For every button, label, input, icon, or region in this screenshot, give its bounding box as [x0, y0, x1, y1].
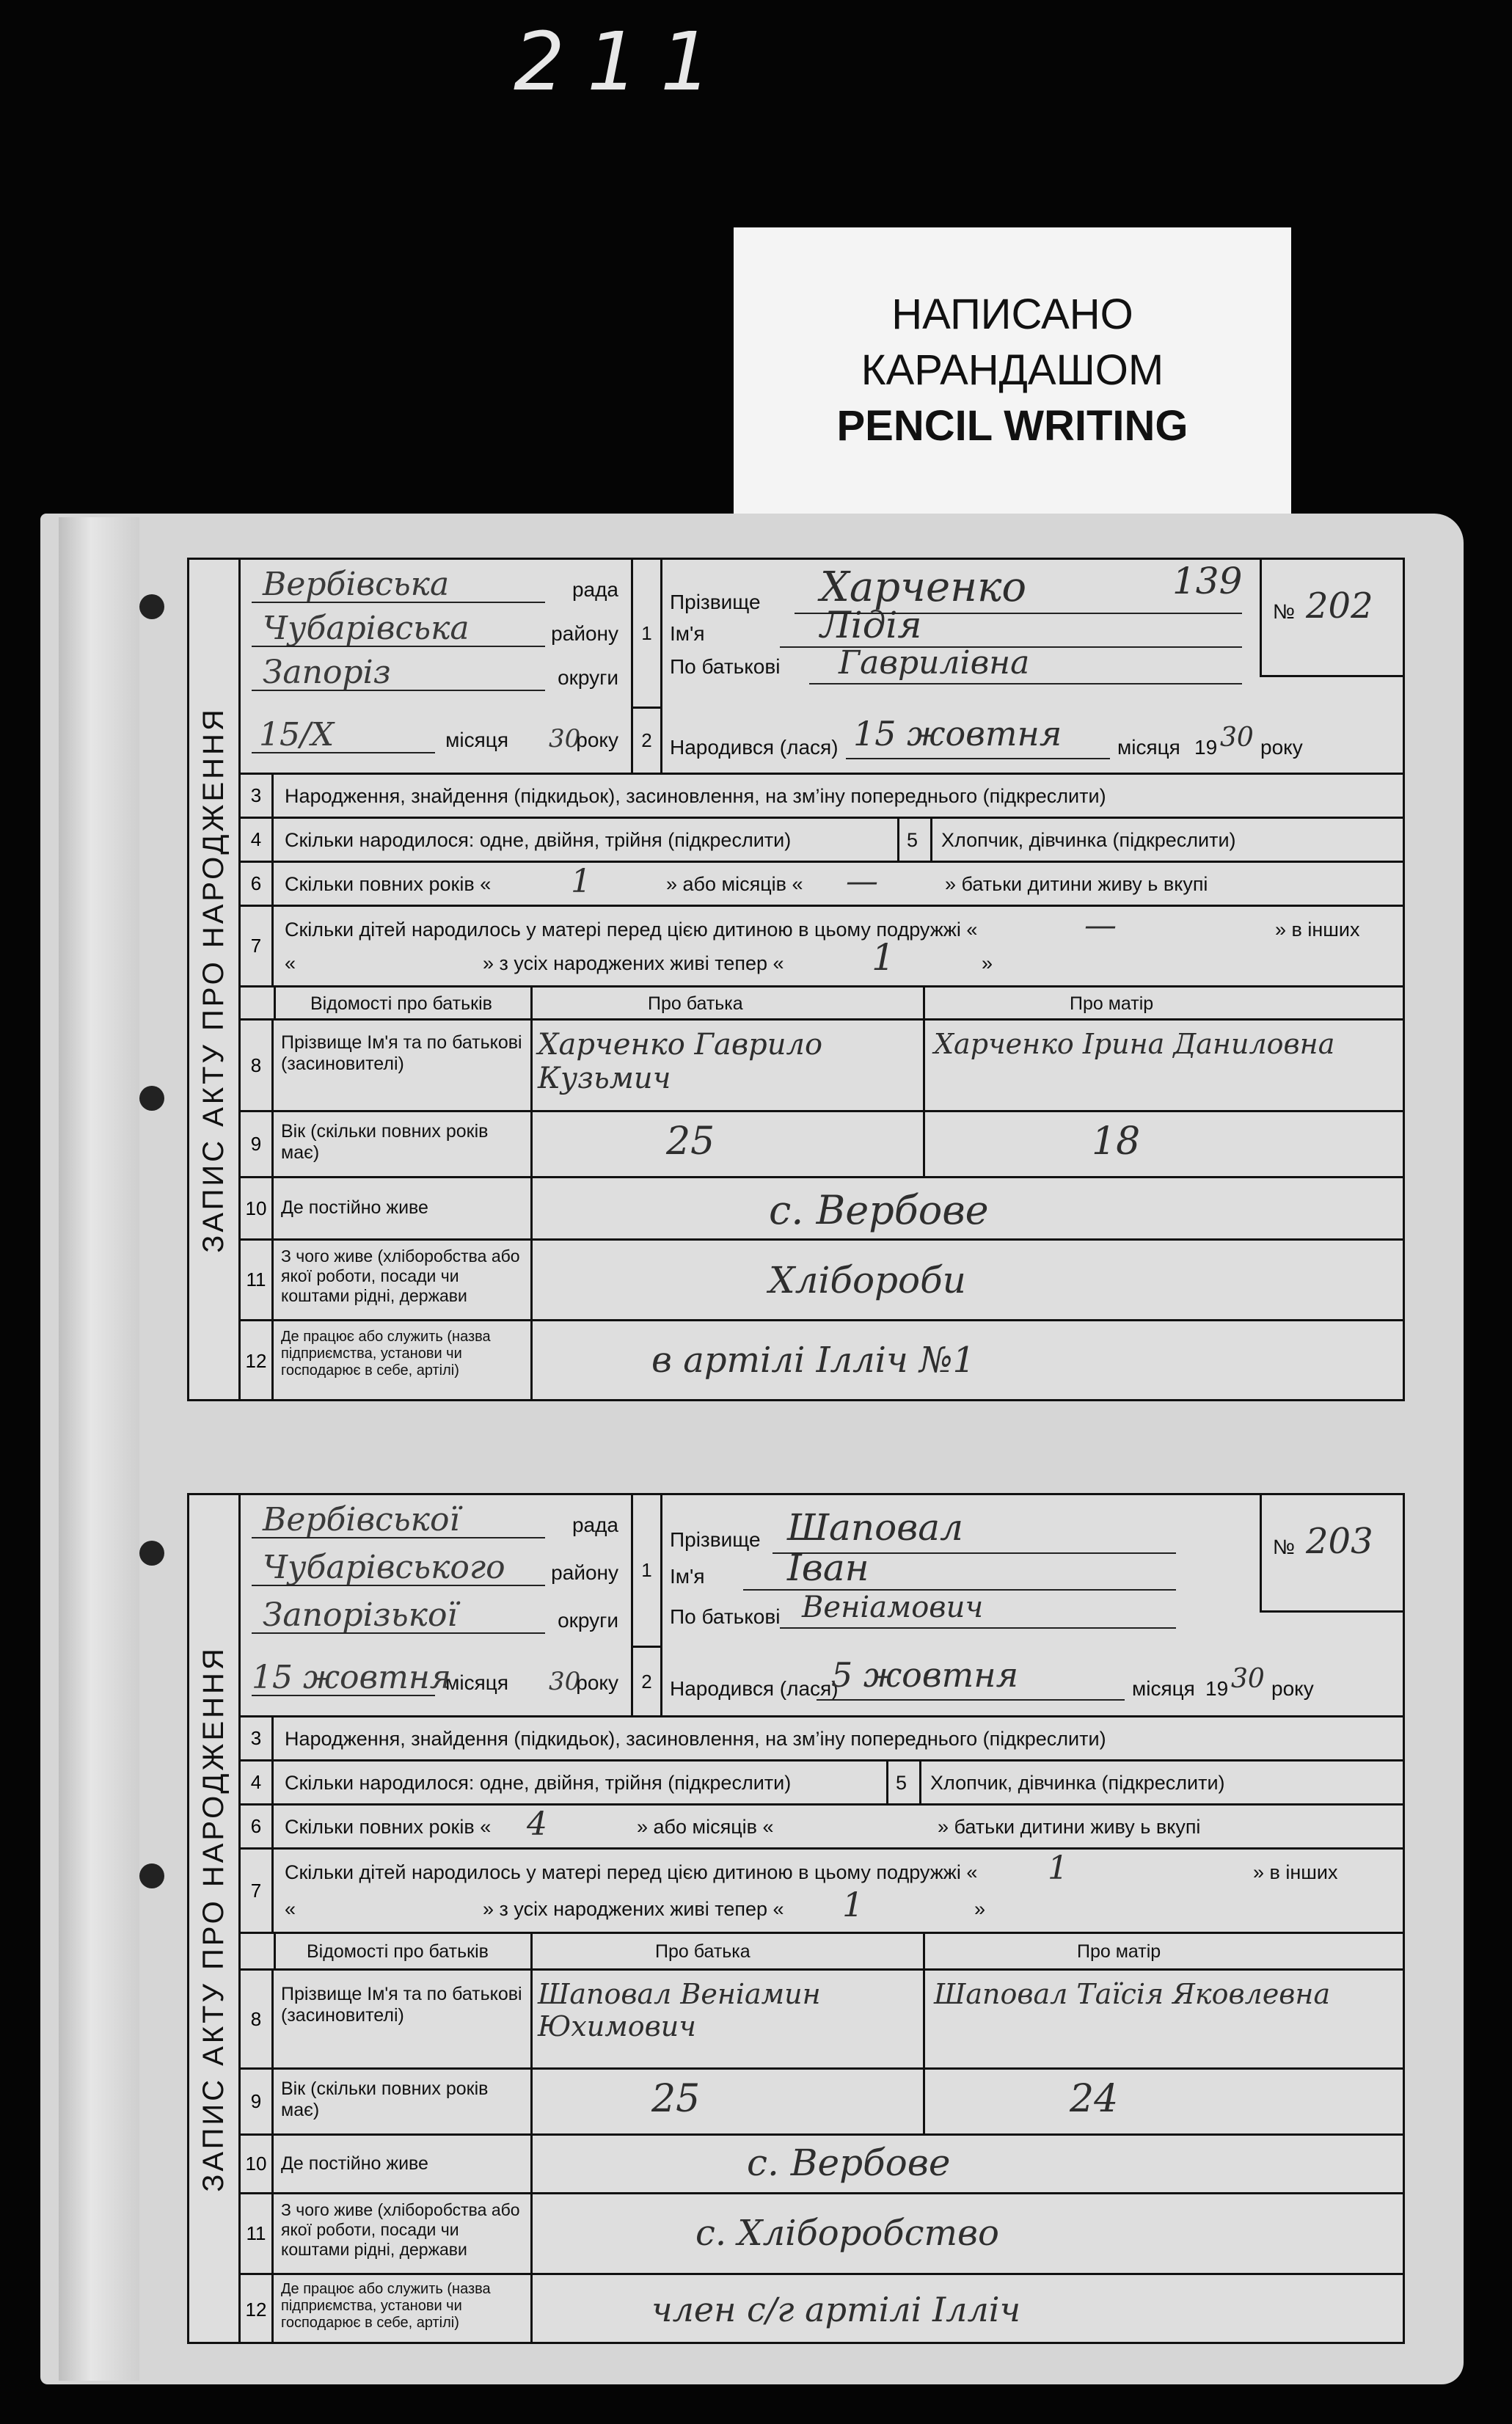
registry-office-block	[241, 560, 633, 773]
children-before: —	[1084, 907, 1117, 944]
row-8: 8 Прізвище Ім'я та по батькові (засиновителі) Шаповал Веніамин Юхимович Шаповал Таїсія Яковлевна	[241, 1968, 1403, 2067]
registry-office-block	[241, 1495, 633, 1715]
name-label: Ім'я	[670, 622, 705, 645]
rada-handwritten: Вербівська	[263, 566, 450, 603]
raion-handwritten: Чубарівська	[263, 610, 470, 647]
row-11: 11 З чого живе (хліборобства або якої роботи, посади чи коштами рідні, держави Хлібороби	[241, 1238, 1403, 1319]
occupation: с. Хліборобство	[695, 2213, 999, 2254]
father-age: 25	[666, 1120, 715, 1164]
child-surname: Шаповал	[787, 1506, 963, 1549]
rada-label: рада	[571, 578, 618, 601]
raion-label: району	[551, 622, 618, 645]
row-6: 6 Скільки повних років « 1 » або місяців « — » батьки дитини живу ь вкупі	[241, 861, 1403, 905]
month-label: місяця	[445, 1671, 508, 1694]
birth-date: 15 жовтня	[853, 714, 1062, 753]
row-7: 7 Скільки дітей народилось у матері перед цією дитиною в цьому подружжі « 1 » в інших « » з усіх народжених живі тепер « 1 »	[241, 1847, 1403, 1932]
archive-page-number: 211	[514, 15, 734, 109]
rada-label: рада	[571, 1514, 618, 1536]
year-label: року	[576, 1671, 618, 1694]
label-line-ru-1: НАПИСАНО	[891, 291, 1133, 338]
row-7: 7 Скільки дітей народилось у матері перед цією дитиною в цьому подружжі « — » в інших « » з усіх народжених живі тепер « 1 »	[241, 905, 1403, 985]
workplace: в артілі Ілліч №1	[651, 1340, 976, 1381]
residence: с. Вербове	[769, 1187, 989, 1233]
registration-year-handwritten: 30	[549, 724, 581, 753]
rada-handwritten: Вербівської	[263, 1501, 460, 1538]
father-name: Харченко Гаврило Кузьмич	[538, 1028, 823, 1095]
months-together: —	[846, 863, 878, 900]
parents-header: Відомості про батьків Про батька Про матір	[241, 1932, 1403, 1968]
record-number-box: № 203	[1260, 1495, 1403, 1613]
mother-name: Харченко Ірина Даниловна	[934, 1028, 1335, 1060]
row-3: 3 Народження, знайдення (підкидьок), засиновлення, на зм’іну попереднього (підкреслити)	[241, 1715, 1403, 1759]
child-patronymic: Веніамович	[802, 1591, 984, 1624]
mother-age: 24	[1070, 2077, 1119, 2121]
year-label: року	[576, 729, 618, 751]
child-patronymic: Гаврилівна	[839, 644, 1030, 682]
registration-date-handwritten: 15/X	[259, 716, 335, 753]
child-name: Іван	[787, 1547, 869, 1589]
father-age: 25	[651, 2077, 701, 2121]
pencil-writing-label	[734, 227, 1291, 514]
years-together: 1	[571, 863, 591, 900]
birth-record-2	[187, 1493, 1405, 2344]
row-10: 10 Де постійно живе с. Вербове	[241, 1176, 1403, 1238]
name-label: Ім'я	[670, 1565, 705, 1588]
raion-handwritten: Чубарівського	[263, 1549, 505, 1586]
label-line-ru-2: КАРАНДАШОМ	[861, 346, 1164, 394]
mother-age: 18	[1092, 1120, 1141, 1164]
row-9: 9 Вік (скільки повних років має) 25 24	[241, 2067, 1403, 2133]
raion-label: району	[551, 1561, 618, 1584]
row-12: 12 Де працює або служить (назва підприємства, установи чи господарює в себе, артілі) в артілі Ілліч №1	[241, 1319, 1403, 1401]
born-label: Народився (лася)	[670, 1677, 839, 1700]
birth-year: 30	[1231, 1664, 1265, 1694]
father-name: Шаповал Веніамин Юхимович	[538, 1978, 821, 2042]
residence: с. Вербове	[747, 2142, 951, 2184]
birth-year: 30	[1220, 723, 1254, 753]
row-3: 3 Народження, знайдення (підкидьок), засиновлення, на зм’іну попереднього (підкреслити)	[241, 773, 1403, 817]
row-12: 12 Де працює або служить (назва підприємства, установи чи господарює в себе, артілі) член с/г артілі Ілліч	[241, 2273, 1403, 2344]
record-number-box: № 202	[1260, 560, 1403, 677]
okruh-handwritten: Запорізької	[263, 1596, 458, 1634]
record-number: 202	[1306, 585, 1373, 627]
punch-hole	[139, 594, 164, 619]
okruh-label: округи	[558, 666, 618, 689]
child-surname: Харченко	[820, 563, 1027, 611]
row-4-5: 4 Скільки народилося: одне, двійня, трійня (підкреслити) 5 Хлопчик, дівчинка (підкреслити)	[241, 1759, 1403, 1803]
row-8: 8 Прізвище Ім'я та по батькові (засиновителі) Харченко Гаврило Кузьмич Харченко Ірина Даниловна	[241, 1018, 1403, 1110]
registration-year-handwritten: 30	[549, 1667, 581, 1696]
row-9: 9 Вік (скільки повних років має) 25 18	[241, 1110, 1403, 1176]
mother-name: Шаповал Таїсія Яковлевна	[934, 1978, 1331, 2010]
punch-hole	[139, 1541, 164, 1566]
surname-label: Прізвище	[670, 591, 761, 613]
patronymic-label: По батькові	[670, 1605, 781, 1628]
punch-hole	[139, 1086, 164, 1111]
record-side-title: ЗАПИС АКТУ ПРО НАРОДЖЕННЯ	[189, 1495, 241, 2342]
children-alive: 1	[872, 936, 895, 979]
workplace: член с/г артілі Ілліч	[651, 2290, 1021, 2329]
child-name-block: 1 2 Прізвище Ім'я По батькові Шаповал Іван Веніамович № 203 Народився (лася) 5 жовтня місяця 19 30 року	[633, 1495, 1403, 1715]
record-number: 203	[1306, 1521, 1373, 1562]
month-label: місяця	[445, 729, 508, 751]
okruh-handwritten: Запоріз	[263, 654, 391, 691]
birth-record-1	[187, 558, 1405, 1401]
birth-date: 5 жовтня	[831, 1655, 1019, 1695]
binding-strip	[59, 517, 139, 2381]
registration-date-handwritten: 15 жовтня	[252, 1659, 451, 1696]
margin-record-number: 139	[1172, 560, 1243, 602]
years-together: 4	[527, 1806, 547, 1843]
patronymic-label: По батькові	[670, 655, 781, 678]
child-name: Лідія	[820, 604, 922, 646]
occupation: Хлібороби	[769, 1259, 966, 1302]
child-name-block: 1 2 Прізвище Ім'я По батькові Харченко Лідія Гаврилівна 139 № 202 Народився (лася) 15 жовтня місяця 19 30 року	[633, 560, 1403, 773]
parents-header: Відомості про батьків Про батька Про матір	[241, 985, 1403, 1018]
children-before: 1	[1048, 1850, 1068, 1887]
row-10: 10 Де постійно живе с. Вербове	[241, 2133, 1403, 2192]
row-6: 6 Скільки повних років « 4 » або місяців « » батьки дитини живу ь вкупі	[241, 1803, 1403, 1847]
born-label: Народився (лася)	[670, 736, 839, 759]
row-4-5: 4 Скільки народилося: одне, двійня, трійня (підкреслити) 5 Хлопчик, дівчинка (підкреслити)	[241, 817, 1403, 861]
record-side-title: ЗАПИС АКТУ ПРО НАРОДЖЕННЯ	[189, 560, 241, 1399]
punch-hole	[139, 1863, 164, 1888]
label-line-en: PENCIL WRITING	[836, 402, 1188, 450]
children-alive: 1	[842, 1885, 864, 1924]
row-11: 11 З чого живе (хліборобства або якої роботи, посади чи коштами рідні, держави с. Хліборобство	[241, 2192, 1403, 2273]
surname-label: Прізвище	[670, 1528, 761, 1551]
okruh-label: округи	[558, 1609, 618, 1632]
